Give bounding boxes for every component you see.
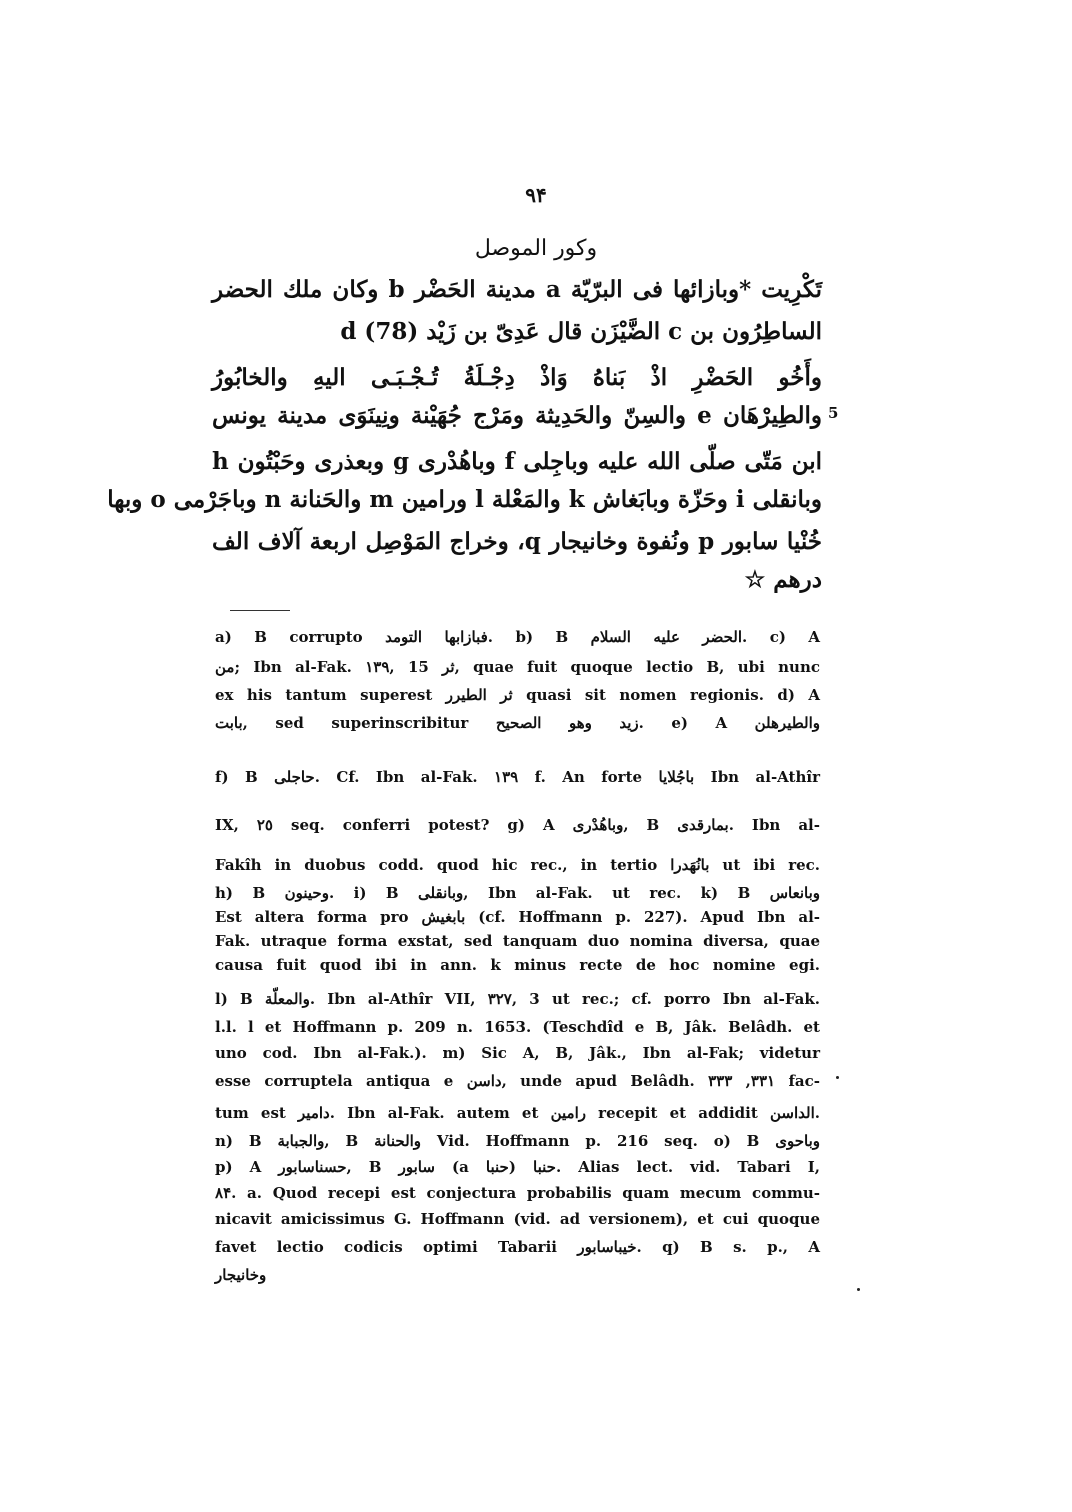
footnote-line: uno cod. Ibn al-Fak.). m) Sic A, B, Jâk., Ibn al-Fak; videtur (215, 1044, 820, 1062)
footnote-line: f) B حاجلى. Cf. Ibn al-Fak. ١٣٩ f. An forte باجُلايا Ibn al-Athîr (215, 768, 820, 786)
arabic-line-1: تَكْرِيت *وبازائها فى البرّيّة a مدينة الحَضْر b وكان ملك الحضر (212, 276, 823, 303)
scan-speck (857, 1288, 860, 1291)
footnote-line: h) B وحينون. i) B وبانقلى, Ibn al-Fak. ut rec. k) B وبانعاس (215, 884, 820, 902)
footnote-line: IX, ٢٥ seq. conferri potest? g) A وباهُدْرى, B بمارقدى. Ibn al- (215, 816, 820, 834)
footnote-line: من; Ibn al-Fak. ١٣٩, 15 ثر, quae fuit quoque lectio B, ubi nunc (215, 658, 820, 676)
arabic-line-4: والطِيرْهَان e والسِنّ والحَدِيثة ومَرْج جُهَيْنة ونِينَوَى مدينة يونس (212, 402, 822, 429)
arabic-line-8: درهم ☆ (744, 566, 822, 593)
footnote-line: p) A حسناسابور, B سابور (a حنبا) حنبا. Alias lect. vid. Tabari I, (215, 1158, 820, 1176)
line-number-marker: 5 (828, 404, 839, 422)
footnote-line: favet lectio codicis optimi Tabarii خيباسابور. q) B s. p., A (215, 1238, 820, 1256)
footnote-line: ٨۴. a. Quod recepi est conjectura probabilis quam mecum commu- (215, 1184, 820, 1202)
footnote-line: a) B corrupto فبازابها التومد. b) B الحضر عليه السلام. c) A (215, 628, 820, 646)
footnote-line: l) B والمعلّة. Ibn al-Athîr VII, ٣٢٧, 3 ut rec.; cf. porro Ibn al-Fak. (215, 990, 821, 1008)
footnote-line: causa fuit quod ibi in ann. k minus recte de hoc nomine egi. (215, 956, 820, 974)
footnote-line: ex his tantum superest ثر الطيرر quasi sit nomen regionis. d) A (215, 686, 821, 704)
arabic-line-5: ابن مَتّى صلّى الله عليه وباجِلى f وباهُدْرى g وبعذرى وحَبْتُون h (212, 448, 823, 475)
page-number: ٩۴ (525, 183, 547, 207)
footnote-line: وخانيجار (215, 1266, 267, 1284)
arabic-line-6: وبانقلى i وحَزّة وبابَغاش k والمَعْلة l ورامين m والحَنانة n وباجَرْمى o وبها (107, 486, 822, 513)
footnote-line: n) B والجبابة, B والحنانة Vid. Hoffmann p. 216 seq. o) B وباحوى (215, 1132, 820, 1150)
footnote-line: Fak. utraque forma exstat, sed tanquam duo nomina diversa, quae (215, 932, 820, 950)
footnote-line: Est altera forma pro بابغيش (cf. Hoffmann p. 227). Apud Ibn al- (215, 908, 821, 926)
arabic-line-3: وأَخُو الحَضْرِ اذْ بَناهُ وَاذْ دِجْـلَةُ تُـجْـبَـى اليهِ والخابُورُ (212, 364, 822, 391)
footnote-divider (230, 610, 290, 611)
arabic-line-2: الساطِرُون بن c الضَّيْزَن قال عَدِىّ بن زَيْد d (78) (340, 318, 822, 345)
arabic-line-7: خُنْيا سابور p ونُفوة وخانيجار q، وخراج المَوْصِل اربعة آلاف الف (212, 528, 822, 555)
footnote-line: l.l. l et Hoffmann p. 209 n. 1653. (Teschdîd e B, Jâk. Belâdh. et (215, 1018, 820, 1036)
footnote-line: tum est دامير. Ibn al-Fak. autem et رامين recepit et addidit الداسن. (215, 1104, 820, 1122)
scan-speck (836, 1076, 839, 1079)
footnote-line: بابت, sed superinscribitur زيد وهو الصحيح. e) A والطيرهلن (215, 714, 821, 732)
footnote-line: esse corruptela antiqua e داسن, unde apud Belâdh. ٣٣١, ٣٣٣ fac- (215, 1072, 820, 1090)
section-heading: وكور الموصل (474, 236, 598, 261)
footnote-line: nicavit amicissimus G. Hoffmann (vid. ad versionem), et cui quoque (215, 1210, 820, 1228)
footnote-line: Fakîh in duobus codd. quod hic rec., in tertio بانُهَدرا ut ibi rec. (215, 856, 821, 874)
